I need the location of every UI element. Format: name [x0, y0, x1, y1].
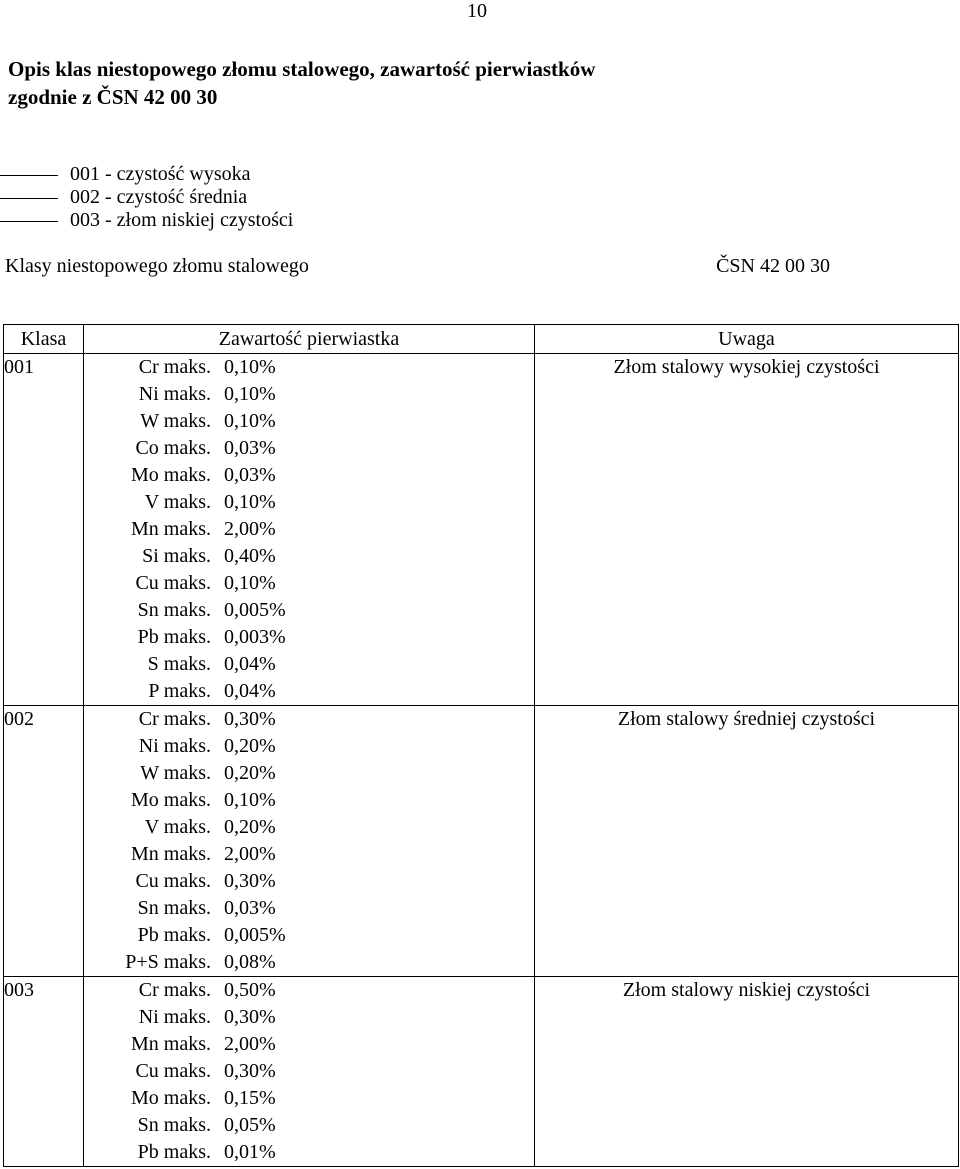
element-name: Mn maks. [131, 518, 211, 540]
element-limit [84, 706, 534, 733]
element-name: Cu maks. [135, 870, 211, 892]
element-limit [84, 516, 534, 543]
element-limit [84, 922, 534, 949]
title-line-2: zgodnie z ČSN 42 00 30 [8, 85, 218, 109]
element-limit [84, 354, 534, 381]
element-name: Sn maks. [137, 599, 211, 621]
scrap-class-table [3, 324, 959, 1167]
element-value: 0,04% [224, 680, 276, 702]
element-name: V maks. [144, 816, 211, 838]
element-value: 0,08% [224, 951, 276, 973]
klasa-cell: 003 [4, 977, 84, 1167]
element-limit [84, 408, 534, 435]
element-limit [84, 624, 534, 651]
element-name: Mo maks. [131, 464, 211, 486]
element-value: 0,30% [224, 1006, 276, 1028]
table-header-row [4, 325, 959, 354]
element-name: Mn maks. [131, 1033, 211, 1055]
legend-item [0, 186, 293, 209]
element-limit [84, 435, 534, 462]
element-name: Ni maks. [138, 1006, 211, 1028]
element-value: 0,20% [224, 762, 276, 784]
element-name: Ni maks. [138, 383, 211, 405]
element-name: Mo maks. [131, 789, 211, 811]
element-limit [84, 1085, 534, 1112]
element-name: Sn maks. [137, 897, 211, 919]
subheading-right: ČSN 42 00 30 [716, 255, 830, 277]
element-limit [84, 651, 534, 678]
element-value: 0,30% [224, 1060, 276, 1082]
element-name: S maks. [147, 653, 211, 675]
element-limit [84, 760, 534, 787]
legend-item [0, 163, 293, 186]
dash-icon [0, 175, 58, 176]
uwaga-cell: Złom stalowy niskiej czystości [535, 977, 959, 1167]
element-value: 0,03% [224, 897, 276, 919]
table-row [4, 977, 959, 1167]
element-value: 2,00% [224, 518, 276, 540]
element-limit [84, 570, 534, 597]
element-limit [84, 1058, 534, 1085]
klasa-cell: 002 [4, 706, 84, 977]
table-row [4, 354, 959, 706]
element-name: Si maks. [142, 545, 211, 567]
element-limit [84, 977, 534, 1004]
element-name: Co maks. [135, 437, 211, 459]
element-limit [84, 462, 534, 489]
element-limit [84, 733, 534, 760]
header-zawartosc: Zawartość pierwiastka [84, 325, 535, 354]
element-limit [84, 841, 534, 868]
element-name: Cr maks. [138, 356, 211, 378]
element-name: Pb maks. [137, 1141, 211, 1163]
subheading-left: Klasy niestopowego złomu stalowego [5, 255, 309, 277]
element-limit [84, 868, 534, 895]
element-value: 2,00% [224, 1033, 276, 1055]
element-limit [84, 381, 534, 408]
element-value: 0,01% [224, 1141, 276, 1163]
klasa-cell: 001 [4, 354, 84, 706]
element-value: 0,005% [224, 599, 286, 621]
element-limit [84, 949, 534, 976]
element-name: Sn maks. [137, 1114, 211, 1136]
element-value: 0,10% [224, 410, 276, 432]
element-value: 0,05% [224, 1114, 276, 1136]
legend-item-label: 001 - czystość wysoka [70, 163, 251, 185]
element-value: 0,10% [224, 572, 276, 594]
element-limit [84, 814, 534, 841]
element-name: Cr maks. [138, 979, 211, 1001]
dash-icon [0, 221, 58, 222]
element-name: W maks. [140, 410, 211, 432]
element-value: 0,04% [224, 653, 276, 675]
element-limit [84, 1031, 534, 1058]
element-name: W maks. [140, 762, 211, 784]
element-limit [84, 489, 534, 516]
class-legend [0, 163, 293, 232]
header-klasa: Klasa [4, 325, 84, 354]
element-value: 2,00% [224, 843, 276, 865]
element-limit [84, 597, 534, 624]
legend-item-label: 002 - czystość średnia [70, 186, 248, 208]
element-limit [84, 895, 534, 922]
uwaga-cell: Złom stalowy średniej czystości [535, 706, 959, 977]
element-value: 0,005% [224, 924, 286, 946]
element-name: P+S maks. [125, 951, 211, 973]
element-name: Ni maks. [138, 735, 211, 757]
element-value: 0,03% [224, 464, 276, 486]
element-value: 0,03% [224, 437, 276, 459]
dash-icon [0, 198, 58, 199]
legend-item [0, 209, 293, 232]
element-value: 0,20% [224, 735, 276, 757]
title-line-1: Opis klas niestopowego złomu stalowego, zawartość pierwiastków [8, 57, 596, 81]
element-name: P maks. [148, 680, 211, 702]
element-name: Mn maks. [131, 843, 211, 865]
element-name: Cr maks. [138, 708, 211, 730]
element-limit [84, 1004, 534, 1031]
legend-item-label: 003 - złom niskiej czystości [70, 209, 294, 231]
zawartosc-cell [84, 706, 535, 977]
element-name: Cu maks. [135, 572, 211, 594]
element-limit [84, 1139, 534, 1166]
table-body [4, 354, 959, 1167]
element-value: 0,003% [224, 626, 286, 648]
element-value: 0,15% [224, 1087, 276, 1109]
page-number: 10 [467, 0, 487, 22]
uwaga-cell: Złom stalowy wysokiej czystości [535, 354, 959, 706]
element-value: 0,50% [224, 979, 276, 1001]
table-row [4, 706, 959, 977]
element-value: 0,10% [224, 789, 276, 811]
element-limit [84, 1112, 534, 1139]
element-value: 0,10% [224, 383, 276, 405]
element-name: Pb maks. [137, 924, 211, 946]
element-value: 0,20% [224, 816, 276, 838]
element-value: 0,10% [224, 356, 276, 378]
table-subheading [5, 255, 830, 278]
element-limit [84, 678, 534, 705]
element-value: 0,30% [224, 870, 276, 892]
zawartosc-cell [84, 977, 535, 1167]
element-value: 0,40% [224, 545, 276, 567]
element-value: 0,30% [224, 708, 276, 730]
document-title [8, 55, 595, 111]
element-value: 0,10% [224, 491, 276, 513]
element-name: Mo maks. [131, 1087, 211, 1109]
element-name: Pb maks. [137, 626, 211, 648]
element-limit [84, 787, 534, 814]
element-name: Cu maks. [135, 1060, 211, 1082]
header-uwaga: Uwaga [535, 325, 959, 354]
zawartosc-cell [84, 354, 535, 706]
element-limit [84, 543, 534, 570]
element-name: V maks. [144, 491, 211, 513]
